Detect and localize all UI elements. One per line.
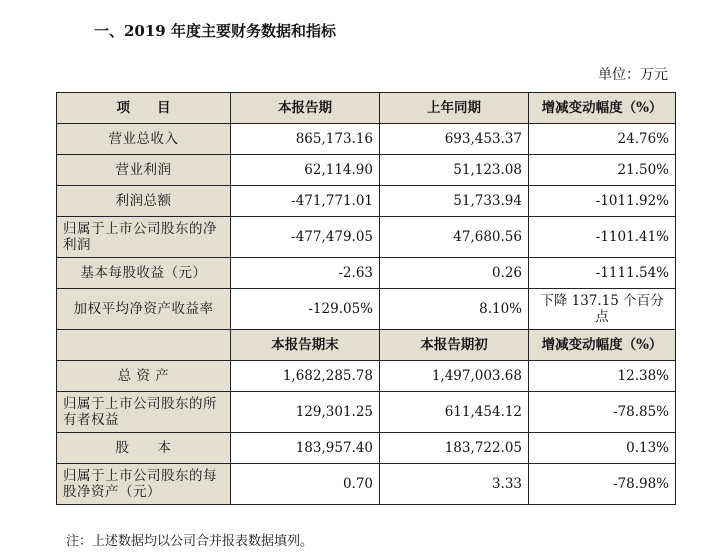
row-label: 股 本 xyxy=(57,433,231,464)
table-header-row xyxy=(57,330,676,361)
cell-previous: 51,123.08 xyxy=(380,155,529,186)
cell-current: -2.63 xyxy=(231,258,380,289)
table-row xyxy=(57,392,676,433)
table-row xyxy=(57,186,676,217)
table-row xyxy=(57,124,676,155)
table-row xyxy=(57,289,676,330)
table-row xyxy=(57,433,676,464)
table-header-row xyxy=(57,93,676,124)
cell-previous: 47,680.56 xyxy=(380,217,529,258)
row-label: 归属于上市公司股东的所有者权益 xyxy=(57,392,231,433)
cell-change: 21.50% xyxy=(529,155,676,186)
financial-data-table xyxy=(56,92,676,505)
cell-change: 24.76% xyxy=(529,124,676,155)
row-label: 基本每股收益（元） xyxy=(57,258,231,289)
cell-change: 12.38% xyxy=(529,361,676,392)
cell-change: -1011.92% xyxy=(529,186,676,217)
section-heading: 一、2019 年度主要财务数据和指标 xyxy=(94,22,336,40)
row-label: 加权平均净资产收益率 xyxy=(57,289,231,330)
header-empty xyxy=(57,330,231,361)
cell-change: -78.98% xyxy=(529,464,676,505)
header-current-period: 本报告期 xyxy=(231,93,380,124)
cell-current: 1,682,285.78 xyxy=(231,361,380,392)
row-label: 利润总额 xyxy=(57,186,231,217)
cell-current: 62,114.90 xyxy=(231,155,380,186)
header-change-pct: 增减变动幅度（%） xyxy=(529,330,676,361)
cell-current: -129.05% xyxy=(231,289,380,330)
cell-previous: 611,454.12 xyxy=(380,392,529,433)
header-item: 项 目 xyxy=(57,93,231,124)
cell-change: -1111.54% xyxy=(529,258,676,289)
cell-previous: 0.26 xyxy=(380,258,529,289)
cell-change: -1101.41% xyxy=(529,217,676,258)
cell-previous: 693,453.37 xyxy=(380,124,529,155)
cell-previous: 8.10% xyxy=(380,289,529,330)
row-label: 营业总收入 xyxy=(57,124,231,155)
row-label: 归属于上市公司股东的净利润 xyxy=(57,217,231,258)
header-prior-period: 上年同期 xyxy=(380,93,529,124)
cell-change: 0.13% xyxy=(529,433,676,464)
table-row xyxy=(57,258,676,289)
table-row xyxy=(57,464,676,505)
cell-current: -471,771.01 xyxy=(231,186,380,217)
cell-previous: 1,497,003.68 xyxy=(380,361,529,392)
cell-previous: 51,733.94 xyxy=(380,186,529,217)
header-change-pct: 增减变动幅度（%） xyxy=(529,93,676,124)
header-period-start: 本报告期初 xyxy=(380,330,529,361)
cell-change: -78.85% xyxy=(529,392,676,433)
row-label: 归属于上市公司股东的每股净资产（元） xyxy=(57,464,231,505)
table-row xyxy=(57,217,676,258)
row-label: 营业利润 xyxy=(57,155,231,186)
cell-current: 865,173.16 xyxy=(231,124,380,155)
cell-change: 下降 137.15 个百分点 xyxy=(529,289,676,330)
table-row xyxy=(57,361,676,392)
table-row xyxy=(57,155,676,186)
row-label: 总 资 产 xyxy=(57,361,231,392)
unit-label: 单位：万元 xyxy=(598,67,668,83)
header-period-end: 本报告期末 xyxy=(231,330,380,361)
cell-previous: 183,722.05 xyxy=(380,433,529,464)
cell-current: 129,301.25 xyxy=(231,392,380,433)
cell-current: 0.70 xyxy=(231,464,380,505)
cell-current: -477,479.05 xyxy=(231,217,380,258)
cell-current: 183,957.40 xyxy=(231,433,380,464)
footnote: 注：上述数据均以公司合并报表数据填列。 xyxy=(66,534,314,549)
cell-previous: 3.33 xyxy=(380,464,529,505)
